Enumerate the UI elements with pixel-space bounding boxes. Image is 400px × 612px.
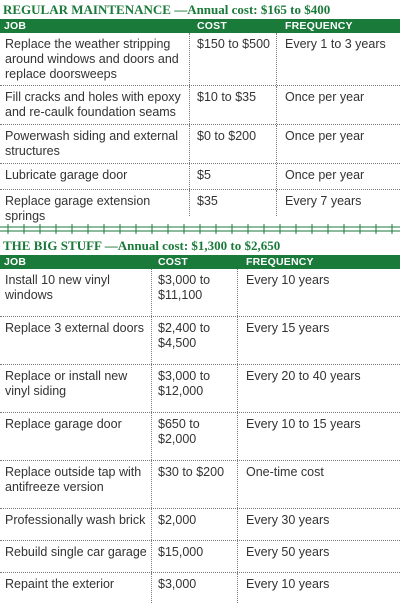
- table-row: [0, 317, 400, 365]
- frequency-cell: Every 15 years: [246, 321, 330, 335]
- big-title-sep: —: [101, 238, 118, 253]
- job-cell: Repaint the exterior: [0, 573, 152, 603]
- table-row: [0, 541, 400, 573]
- big-stuff-title: [0, 236, 400, 255]
- job-cell: Replace the weather stripping around windows and doors and replace doorsweeps: [0, 33, 190, 85]
- job-cell: Lubricate garage door: [0, 164, 190, 189]
- job-cell: Replace garage extension springs: [0, 190, 190, 216]
- regular-maintenance-title: [0, 0, 400, 19]
- regular-maintenance-table: [0, 19, 400, 223]
- table-row: [0, 365, 400, 413]
- header-job: JOB: [4, 256, 27, 268]
- header-frequency: FREQUENCY: [285, 20, 353, 32]
- table-row: [0, 509, 400, 541]
- table-row: [0, 573, 400, 603]
- table-row: [0, 413, 400, 461]
- job-cell: Professionally wash brick: [0, 509, 152, 540]
- header-frequency: FREQUENCY: [246, 256, 314, 268]
- cost-cell: $2,400 to $4,500: [152, 317, 238, 364]
- job-cell: Rebuild single car garage: [0, 541, 152, 572]
- cost-cell: $30 to $200: [152, 461, 238, 508]
- frequency-cell: Once per year: [285, 129, 365, 143]
- job-cell: Replace 3 external doors: [0, 317, 152, 364]
- cost-cell: $3,000 to $12,000: [152, 365, 238, 412]
- frequency-cell: One-time cost: [246, 465, 324, 479]
- cost-cell: $3,000: [152, 573, 238, 603]
- big-title-main: THE BIG STUFF: [3, 238, 102, 253]
- divider-line-graphic: [0, 222, 400, 236]
- job-cell: Install 10 new vinyl windows: [0, 269, 152, 316]
- regular-title-main: REGULAR MAINTENANCE: [3, 2, 171, 17]
- cost-cell: $15,000: [152, 541, 238, 572]
- frequency-cell: Every 10 years: [246, 577, 330, 591]
- frequency-cell: Once per year: [285, 168, 365, 182]
- big-stuff-table: [0, 255, 400, 603]
- section-divider: [0, 222, 400, 236]
- frequency-cell: Every 30 years: [246, 513, 330, 527]
- big-table-header: [0, 255, 400, 269]
- regular-title-cost: Annual cost: $165 to $400: [187, 2, 331, 17]
- cost-cell: $5: [190, 164, 277, 189]
- cost-cell: $35: [190, 190, 277, 216]
- regular-table-header: [0, 19, 400, 33]
- table-row: [0, 125, 400, 164]
- frequency-cell: Every 20 to 40 years: [246, 369, 361, 383]
- big-title-cost: Annual cost: $1,300 to $2,650: [117, 238, 281, 253]
- cost-cell: $650 to $2,000: [152, 413, 238, 460]
- cost-cell: $0 to $200: [190, 125, 277, 163]
- frequency-cell: Every 7 years: [285, 194, 362, 208]
- frequency-cell: Every 50 years: [246, 545, 330, 559]
- cost-cell: $10 to $35: [190, 86, 277, 124]
- frequency-cell: Every 1 to 3 years: [285, 37, 386, 51]
- table-row: [0, 164, 400, 190]
- frequency-cell: Every 10 years: [246, 273, 330, 287]
- job-cell: Replace or install new vinyl siding: [0, 365, 152, 412]
- frequency-cell: Once per year: [285, 90, 365, 104]
- job-cell: Replace garage door: [0, 413, 152, 460]
- header-cost: COST: [197, 20, 227, 32]
- table-row: [0, 190, 400, 223]
- job-cell: Fill cracks and holes with epoxy and re-caulk foundation seams: [0, 86, 190, 124]
- table-row: [0, 269, 400, 317]
- cost-cell: $2,000: [152, 509, 238, 540]
- table-row: [0, 86, 400, 125]
- job-cell: Replace outside tap with antifreeze version: [0, 461, 152, 508]
- regular-title-sep: —: [170, 2, 188, 17]
- frequency-cell: Every 10 to 15 years: [246, 417, 361, 431]
- job-cell: Powerwash siding and external structures: [0, 125, 190, 163]
- table-row: [0, 33, 400, 86]
- header-job: JOB: [4, 20, 27, 32]
- cost-cell: $150 to $500: [190, 33, 277, 85]
- cost-cell: $3,000 to $11,100: [152, 269, 238, 316]
- header-cost: COST: [158, 256, 188, 268]
- table-row: [0, 461, 400, 509]
